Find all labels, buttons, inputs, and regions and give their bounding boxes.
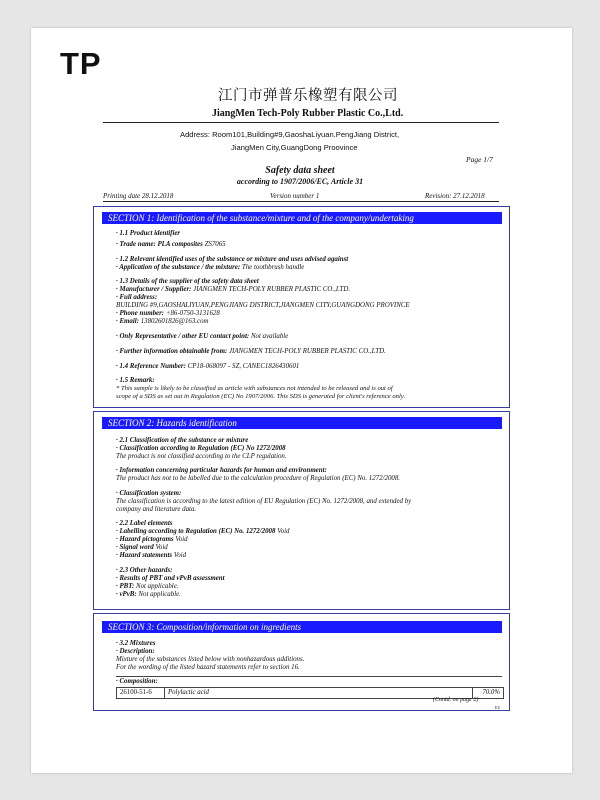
further-information: · Further information obtainable from: JIANGMEN TECH-POLY RUBBER PLASTIC CO.,LTD. [116, 348, 386, 355]
revision-date: Revision: 27.12.2018 [425, 192, 485, 200]
company-logo: TP [60, 46, 102, 81]
composition-label: · Composition: [116, 676, 502, 686]
details-supplier: · 1.3 Details of the supplier of the safety data sheet [116, 278, 259, 285]
composition-cas: 26100-51-6 [120, 689, 152, 696]
composition-substance: Polylactic acid [168, 689, 209, 696]
classification-regulation: · Classification according to Regulation (EC) No 1272/2008 [116, 445, 286, 452]
continued-note: (Contd. on page 2) [433, 697, 479, 703]
page-number: Page 1/7 [466, 155, 493, 164]
description-line2: For the wording of the listed hazard statements refer to section 16. [116, 664, 300, 671]
company-name-chinese: 江门市弹普乐橡塑有限公司 [218, 88, 398, 104]
document-subtitle: according to 1907/2006/EC, Article 31 [236, 177, 364, 186]
meta-divider [103, 201, 499, 202]
section-2-header: SECTION 2: Hazards identification [102, 417, 502, 429]
classification-system-line1: The classification is according to the latest edition of EU Regulation (EC) No. 1272/2008, and extended by [116, 498, 412, 505]
eu-mark: EU [495, 705, 501, 710]
hazard-information: · Information concerning particular hazards for human and environment: [116, 467, 327, 474]
pbt: · PBT: Not applicable. [116, 583, 179, 590]
pbt-results: · Results of PBT and vPvB assessment [116, 575, 225, 582]
only-representative: · Only Representative / other EU contact point: Not available [116, 333, 289, 340]
header-divider [103, 122, 499, 123]
relevant-uses: · 1.2 Relevant identified uses of the substance or mixture and uses advised against [116, 256, 349, 263]
hazard-information-value: The product has not to be labelled due to the calculation procedure of Regulation (EC) No. 1272/2008. [116, 475, 401, 482]
signal-word: · Signal word Void [116, 544, 168, 551]
trade-name: · Trade name: PLA composites ZS7065 [116, 241, 226, 248]
application: · Application of the substance / the mixture: The toothbrush handle [116, 264, 305, 271]
product-identifier: · 1.1 Product identifier [116, 230, 181, 237]
other-hazards: · 2.3 Other hazards: [116, 567, 173, 574]
hazard-statements: · Hazard statements Void [116, 552, 187, 559]
label-elements: · 2.2 Label elements [116, 520, 173, 527]
reference-number: · 1.4 Reference Number: CP18-068097 - SZ, CANEC1826430601 [116, 363, 300, 370]
vpvb: · vPvB: Not applicable. [116, 591, 181, 598]
description-label: · Description: [116, 648, 155, 655]
hazard-pictograms: · Hazard pictograms Void [116, 536, 188, 543]
email: · Email: 13802601826@163.com [116, 318, 209, 325]
full-address-label: · Full address: [116, 294, 158, 301]
classification-system: · Classification system: [116, 490, 182, 497]
document-title: Safety data sheet [265, 165, 335, 176]
section-2 [93, 411, 510, 610]
phone: · Phone number: +86-0750-3131628 [116, 310, 220, 317]
composition-percent: 70.0% [482, 689, 500, 696]
remark-line2: scope of a SDS as set out in Regulation (EC) No 1907/2006. This SDS is generated for client's reference only. [116, 393, 405, 400]
section-1-header: SECTION 1: Identification of the substance/mixture and of the company/undertaking [102, 212, 502, 224]
section-1 [93, 206, 510, 408]
version-number: Version number 1 [270, 192, 320, 200]
printing-date: Printing date 28.12.2018 [103, 192, 174, 200]
remark-line1: * This sample is likely to be classified as article with substances not intended to be released and is out of [116, 385, 393, 392]
description-line1: Mixture of the substances listed below with nonhazardous additions. [116, 656, 305, 663]
full-address-value: BUILDING #9,GAOSHALIYUAN,PENGJIANG DISTRICT,JIANGMEN CITY,GUANGDONG PROVINCE [116, 302, 410, 309]
company-address-line2: JiangMen City,GuangDong Proovince [231, 143, 358, 152]
classification-system-line2: company and literature data. [116, 506, 197, 513]
company-name-english: JiangMen Tech-Poly Rubber Plastic Co.,Ltd. [212, 108, 404, 119]
remark-label: · 1.5 Remark: [116, 377, 155, 384]
labelling: · Labelling according to Regulation (EC) No. 1272/2008 Void [116, 528, 290, 535]
manufacturer: · Manufacturer / Supplier: JIANGMEN TECH-POLY RUBBER PLASTIC CO.,LTD. [116, 286, 351, 293]
company-address-line1: Address: Room101,Building#9,GaoshaLiyuan.PengJiang District, [180, 130, 400, 139]
mixtures: · 3.2 Mixtures [116, 640, 156, 647]
classification: · 2.1 Classification of the substance or mixture [116, 437, 249, 444]
section-3-header: SECTION 3: Composition/information on ingredients [102, 621, 502, 633]
classification-regulation-value: The product is not classified according to the CLP regulation. [116, 453, 287, 460]
